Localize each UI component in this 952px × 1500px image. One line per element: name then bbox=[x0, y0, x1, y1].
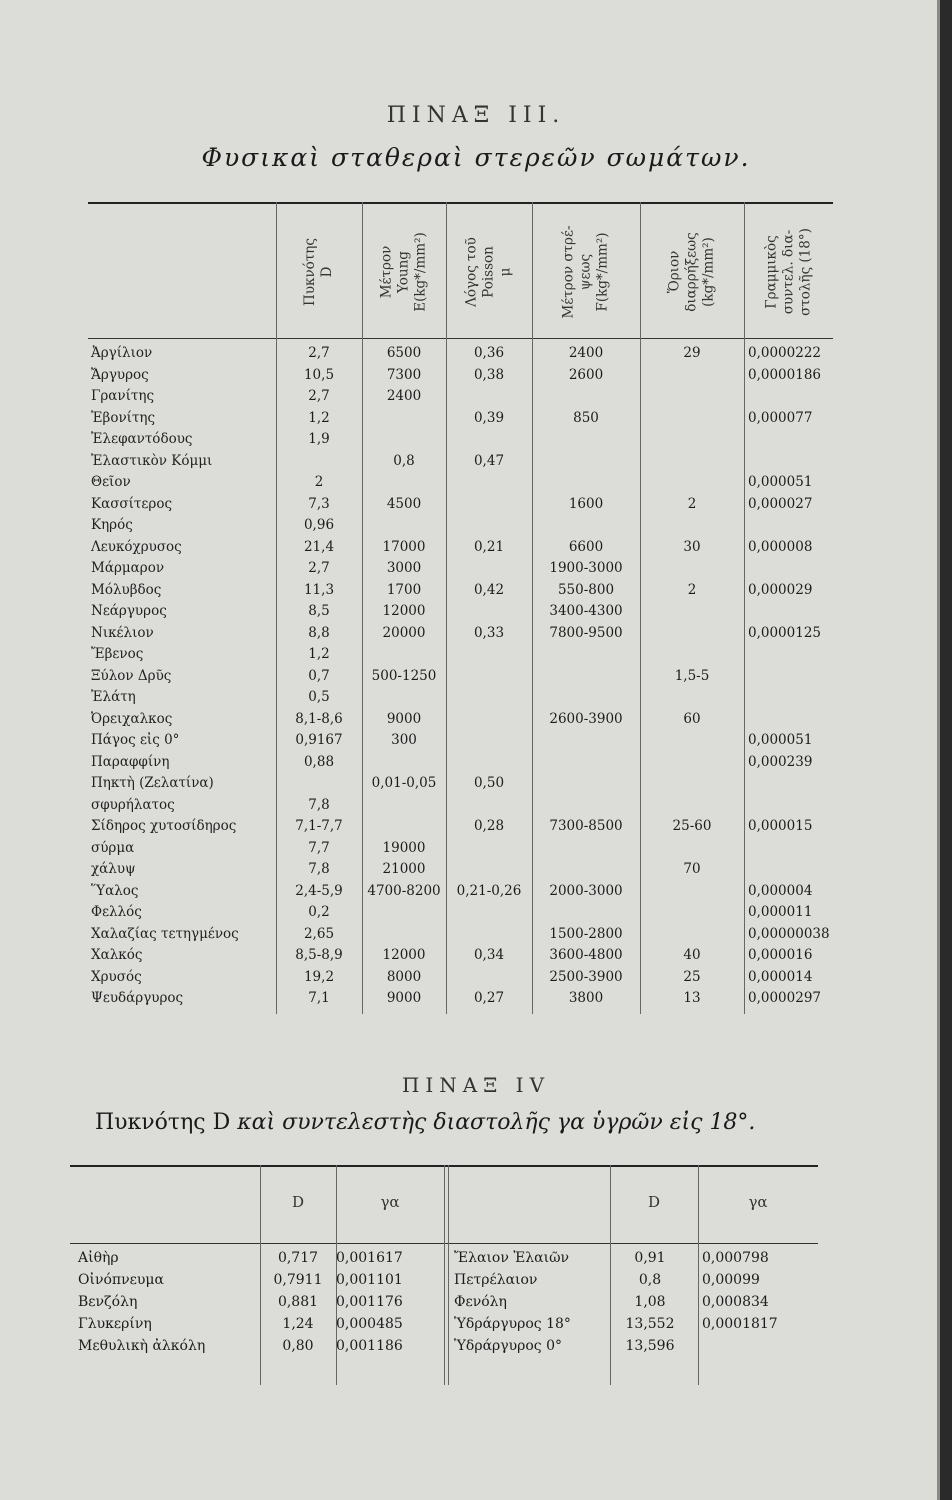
table-iii-top-rule bbox=[88, 202, 833, 204]
cell-name: Κηρός bbox=[91, 517, 133, 533]
cell-d2: 1,08 bbox=[634, 1294, 666, 1310]
cell-lim: 1,5-5 bbox=[674, 667, 710, 684]
cell-E: 7300 bbox=[386, 366, 422, 383]
cell-E: 0,8 bbox=[393, 452, 415, 469]
cell-name: Πάγος εἰς 0° bbox=[91, 732, 180, 748]
cell-D: 2,65 bbox=[303, 925, 335, 942]
header-D-right: D bbox=[647, 1193, 661, 1211]
cell-name: Ἔβενος bbox=[91, 646, 144, 662]
cell-F: 1900-3000 bbox=[549, 560, 623, 576]
cell-D: 0,96 bbox=[303, 517, 335, 533]
cell-lim: 60 bbox=[683, 710, 701, 727]
cell-F: 2600 bbox=[568, 366, 604, 383]
cell-name: χάλυψ bbox=[91, 861, 136, 877]
cell-name: Ἐλάτη bbox=[91, 689, 136, 705]
cell-F: 6600 bbox=[568, 538, 604, 555]
cell-name: Χρυσός bbox=[91, 968, 142, 985]
subtitle-part: καὶ συντελεστὴς διαστολῆς bbox=[230, 1110, 557, 1135]
cell-name: Χαλαζίας τετηγμένος bbox=[91, 925, 239, 942]
header-poisson-text: Λόγος τοῦ Poisson μ bbox=[463, 237, 514, 307]
cell-D: 7,8 bbox=[308, 796, 330, 813]
cell-F: 2000-3000 bbox=[549, 882, 623, 899]
cell-g1: 0,001186 bbox=[336, 1338, 403, 1354]
cell-lim: 30 bbox=[683, 538, 701, 555]
cell-mu: 0,39 bbox=[473, 409, 505, 426]
cell-E: 12000 bbox=[382, 947, 426, 963]
cell-D: 8,8 bbox=[308, 624, 330, 641]
cell-D: 19,2 bbox=[303, 968, 335, 985]
cell-ga: 0,000004 bbox=[748, 882, 813, 899]
cell-ga: 0,000027 bbox=[748, 495, 813, 512]
cell-ga: 0,000029 bbox=[748, 581, 813, 598]
cell-E: 21000 bbox=[382, 861, 426, 877]
cell-name: Ξύλον Δρῦς bbox=[91, 667, 172, 684]
header-torsion bbox=[532, 208, 640, 336]
cell-name: Ἐλαστικὸν Κόμμι bbox=[91, 452, 213, 469]
header-young-text: Μέτρον Young E(kg*/mm²) bbox=[378, 232, 429, 312]
cell-D: 0,88 bbox=[303, 753, 335, 770]
cell-lim: 25 bbox=[683, 968, 701, 985]
cell-g1: 0,001101 bbox=[336, 1272, 403, 1288]
cell-n1: Οἰνόπνευμα bbox=[78, 1272, 164, 1288]
cell-g1: 0,001617 bbox=[336, 1250, 403, 1266]
cell-E: 4700-8200 bbox=[367, 882, 441, 899]
cell-name: Ψευδάργυρος bbox=[91, 990, 184, 1006]
cell-name: Ὕαλος bbox=[91, 882, 139, 899]
cell-E: 9000 bbox=[386, 990, 422, 1006]
subtitle-symbol-D: D bbox=[212, 1110, 231, 1135]
cell-d1: 0,80 bbox=[282, 1338, 314, 1354]
cell-name: σφυρήλατος bbox=[91, 796, 175, 813]
cell-D: 2,4-5,9 bbox=[295, 882, 343, 899]
cell-d1: 0,717 bbox=[277, 1250, 319, 1266]
cell-n1: Βενζόλη bbox=[78, 1294, 138, 1310]
cell-name: Κασσίτερος bbox=[91, 495, 173, 512]
cell-D: 1,9 bbox=[308, 431, 330, 447]
cell-g2: 0,000834 bbox=[702, 1294, 769, 1310]
cell-d2: 0,8 bbox=[638, 1272, 662, 1288]
cell-D: 2,7 bbox=[308, 345, 330, 361]
cell-ga: 0,0000297 bbox=[748, 990, 822, 1006]
cell-name: Νεάργυρος bbox=[91, 603, 167, 619]
cell-n2: Ἔλαιον Ἐλαιῶν bbox=[454, 1250, 570, 1266]
cell-g1: 0,001176 bbox=[336, 1294, 403, 1310]
cell-F: 850 bbox=[573, 409, 599, 426]
cell-lim: 2 bbox=[687, 495, 697, 512]
cell-ga: 0,000015 bbox=[748, 818, 813, 834]
cell-D: 8,1-8,6 bbox=[295, 710, 343, 727]
cell-name: Σίδηρος χυτοσίδηρος bbox=[91, 818, 237, 834]
cell-mu: 0,38 bbox=[473, 366, 505, 383]
cell-F: 3800 bbox=[568, 990, 604, 1006]
cell-n2: Πετρέλαιον bbox=[454, 1272, 538, 1288]
subtitle-part: Πυκνότης bbox=[95, 1110, 213, 1135]
cell-mu: 0,36 bbox=[473, 345, 505, 361]
cell-D: 7,7 bbox=[308, 839, 330, 856]
header-ga-left: γα bbox=[380, 1193, 400, 1211]
cell-n2: Ὑδράργυρος 18° bbox=[454, 1316, 571, 1332]
cell-name: Χαλκός bbox=[91, 947, 143, 963]
cell-E: 1700 bbox=[386, 581, 422, 598]
cell-F: 2600-3900 bbox=[549, 710, 623, 727]
cell-name: Μόλυβδος bbox=[91, 581, 162, 598]
cell-name: σύρμα bbox=[91, 839, 135, 856]
cell-name: Γρανίτης bbox=[91, 388, 155, 404]
cell-D: 2 bbox=[314, 474, 324, 490]
cell-ga: 0,000051 bbox=[748, 474, 813, 490]
cell-name: Ἐβονίτης bbox=[91, 409, 156, 426]
cell-E: 8000 bbox=[386, 968, 422, 985]
cell-name: Θεῖον bbox=[91, 474, 131, 490]
cell-F: 2500-3900 bbox=[549, 968, 623, 985]
page-edge bbox=[940, 0, 952, 1500]
cell-g2: 0,00099 bbox=[702, 1272, 760, 1288]
cell-D: 0,9167 bbox=[295, 732, 343, 748]
cell-n1: Αἰθὴρ bbox=[78, 1250, 119, 1266]
cell-name: Φελλός bbox=[91, 904, 142, 920]
table-iii-title: ΠΙΝΑΞ ΙΙΙ. bbox=[386, 103, 566, 128]
cell-name: Ἐλεφαντόδους bbox=[91, 431, 193, 447]
cell-D: 0,2 bbox=[308, 904, 330, 920]
cell-mu: 0,34 bbox=[473, 947, 505, 963]
cell-mu: 0,33 bbox=[473, 624, 505, 641]
cell-D: 7,8 bbox=[308, 861, 330, 877]
table-iv-title: ΠΙΝΑΞ IV bbox=[401, 1073, 551, 1097]
cell-D: 11,3 bbox=[303, 581, 335, 598]
cell-E: 3000 bbox=[386, 560, 422, 576]
cell-ga: 0,000014 bbox=[748, 968, 813, 985]
table-iii-header-rule bbox=[88, 338, 833, 339]
header-expansion-text: Γραμμικὸς συντελ. δια- στολῆς (18°) bbox=[763, 228, 813, 316]
cell-F: 3400-4300 bbox=[549, 603, 623, 619]
cell-D: 7,3 bbox=[308, 495, 330, 512]
cell-D: 0,5 bbox=[308, 689, 330, 705]
header-torsion-text: Μέτρον στρέ- ψεως F(kg*/mm²) bbox=[560, 225, 611, 319]
cell-ga: 0,000239 bbox=[748, 753, 813, 770]
cell-E: 4500 bbox=[386, 495, 422, 512]
cell-mu: 0,47 bbox=[473, 452, 505, 469]
header-expansion bbox=[744, 208, 833, 336]
cell-E: 2400 bbox=[386, 388, 422, 404]
header-limit bbox=[640, 208, 744, 336]
cell-mu: 0,28 bbox=[473, 818, 505, 834]
cell-name: Ἄργυρος bbox=[91, 366, 149, 383]
cell-d2: 0,91 bbox=[634, 1250, 666, 1266]
table-iii-subtitle: Φυσικαὶ σταθεραὶ στερεῶν σωμάτων. bbox=[201, 143, 751, 172]
cell-D: 2,7 bbox=[308, 388, 330, 404]
header-young bbox=[362, 208, 446, 336]
table-iii bbox=[88, 202, 833, 1014]
cell-n2: Φενόλη bbox=[454, 1294, 507, 1310]
cell-g1: 0,000485 bbox=[336, 1316, 403, 1332]
header-ga-right: γα bbox=[748, 1193, 768, 1211]
cell-ga: 0,000016 bbox=[748, 947, 813, 963]
cell-mu: 0,42 bbox=[473, 581, 505, 598]
cell-F: 550-800 bbox=[557, 581, 615, 598]
header-D-left: D bbox=[291, 1193, 305, 1211]
cell-D: 8,5 bbox=[308, 603, 330, 619]
cell-mu: 0,50 bbox=[473, 775, 505, 791]
cell-D: 21,4 bbox=[303, 538, 335, 555]
cell-n1: Μεθυλικὴ ἀλκόλη bbox=[78, 1338, 206, 1354]
subtitle-symbol-ga: γα bbox=[556, 1110, 585, 1135]
cell-name: Νικέλιον bbox=[91, 624, 154, 641]
cell-lim: 40 bbox=[683, 947, 701, 963]
cell-d2: 13,596 bbox=[625, 1338, 675, 1354]
cell-ga: 0,000011 bbox=[748, 904, 813, 920]
cell-g2: 0,000798 bbox=[702, 1250, 769, 1266]
header-density-text: Πυκνότης D bbox=[302, 238, 335, 306]
cell-E: 6500 bbox=[386, 345, 422, 361]
header-limit-text: Ὅριον διαρρήξεως (kg*/mm²) bbox=[666, 232, 717, 312]
cell-mu: 0,21 bbox=[473, 538, 505, 555]
cell-n2: Ὑδράργυρος 0° bbox=[454, 1338, 562, 1354]
cell-name: Μάρμαρον bbox=[91, 560, 165, 576]
cell-E: 17000 bbox=[382, 538, 426, 555]
cell-E: 0,01-0,05 bbox=[371, 775, 437, 791]
header-poisson bbox=[446, 208, 532, 336]
cell-d1: 1,24 bbox=[282, 1316, 314, 1332]
cell-F: 7300-8500 bbox=[549, 818, 623, 834]
cell-lim: 13 bbox=[683, 990, 701, 1006]
cell-name: Λευκόχρυσος bbox=[91, 538, 182, 555]
cell-name: Πηκτὴ (Ζελατίνα) bbox=[91, 775, 214, 791]
cell-n1: Γλυκερίνη bbox=[78, 1316, 152, 1332]
cell-lim: 25-60 bbox=[672, 818, 712, 834]
cell-ga: 0,000008 bbox=[748, 538, 813, 555]
cell-F: 1600 bbox=[568, 495, 604, 512]
header-density bbox=[276, 208, 362, 336]
cell-E: 300 bbox=[391, 732, 417, 748]
col-divider bbox=[448, 1165, 449, 1385]
cell-lim: 29 bbox=[683, 345, 701, 361]
cell-name: Ὀρειχαλκος bbox=[91, 710, 173, 727]
subtitle-part: ὑγρῶν εἰς 18°. bbox=[584, 1110, 756, 1135]
cell-d2: 13,552 bbox=[625, 1316, 675, 1332]
cell-D: 8,5-8,9 bbox=[295, 947, 343, 963]
cell-g2: 0,0001817 bbox=[702, 1316, 778, 1332]
cell-ga: 0,0000125 bbox=[748, 624, 822, 641]
cell-D: 1,2 bbox=[308, 646, 330, 662]
cell-D: 10,5 bbox=[303, 366, 335, 383]
cell-D: 7,1 bbox=[308, 990, 330, 1006]
cell-E: 500-1250 bbox=[371, 667, 437, 684]
cell-E: 19000 bbox=[382, 839, 426, 856]
cell-E: 9000 bbox=[386, 710, 422, 727]
col-divider bbox=[444, 1165, 445, 1385]
table-iv bbox=[70, 1165, 818, 1385]
table-iv-subtitle bbox=[95, 1110, 755, 1135]
cell-D: 1,2 bbox=[308, 409, 330, 426]
cell-ga: 0,0000186 bbox=[748, 366, 822, 383]
cell-F: 7800-9500 bbox=[549, 624, 623, 641]
cell-name: Παραφφίνη bbox=[91, 753, 170, 770]
cell-F: 2400 bbox=[568, 345, 604, 361]
cell-name: Ἀργίλιον bbox=[91, 345, 153, 361]
cell-ga: 0,000051 bbox=[748, 732, 813, 748]
cell-E: 20000 bbox=[382, 624, 426, 641]
cell-d1: 0,881 bbox=[277, 1294, 319, 1310]
cell-D: 2,7 bbox=[308, 560, 330, 576]
cell-D: 7,1-7,7 bbox=[295, 818, 343, 834]
cell-F: 3600-4800 bbox=[549, 947, 623, 963]
cell-E: 12000 bbox=[382, 603, 426, 619]
cell-mu: 0,27 bbox=[473, 990, 505, 1006]
cell-lim: 70 bbox=[683, 861, 701, 877]
cell-d1: 0,7911 bbox=[273, 1272, 323, 1288]
cell-mu: 0,21-0,26 bbox=[456, 882, 522, 899]
cell-D: 0,7 bbox=[308, 667, 330, 684]
cell-ga: 0,000077 bbox=[748, 409, 813, 426]
cell-F: 1500-2800 bbox=[549, 925, 623, 942]
cell-lim: 2 bbox=[687, 581, 697, 598]
cell-ga: 0,00000038 bbox=[748, 925, 830, 942]
cell-ga: 0,0000222 bbox=[748, 345, 822, 361]
